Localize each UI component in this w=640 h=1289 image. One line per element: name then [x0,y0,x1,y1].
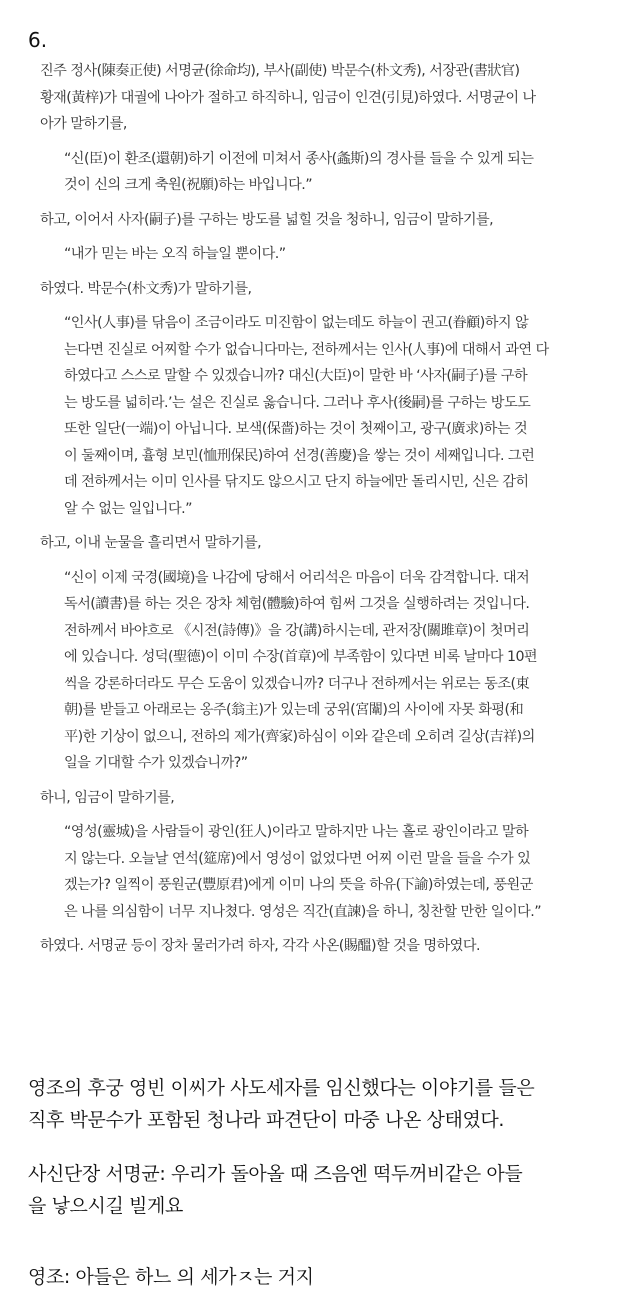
text-line: 겠는가? 일찍이 풍원군(豐原君)에게 이미 나의 뜻을 하유(下諭)하였는데, 풍원군 [64,877,533,893]
text-line: 하고, 이어서 사자(嗣子)를 구하는 방도를 넓힐 것을 청하니, 임금이 말하기를, [40,211,494,228]
text-line: 씩을 강론하더라도 무슨 도움이 있겠습니까? 더구나 전하께서는 위로는 동조(東 [64,675,530,692]
cut-off-line: 영조: 아들은 하느 의 세가ㅈ는 거지 [28,1266,314,1288]
text-line: 독서(讀書)를 하는 것은 장차 체험(體驗)하여 힘써 그것을 실행하려는 것입니다. [64,596,530,612]
commentary-text [28,1072,618,1244]
quote-paragraph [20,565,620,777]
commentary-paragraph [28,1072,618,1136]
scanned-text-excerpt [20,58,620,968]
text-line: “내가 믿는 바는 오직 하늘일 뿐이다.” [64,246,286,262]
commentary-line: 을 낳으시길 빌게요 [28,1195,183,1217]
text-line: 데 전하께서는 이미 인사를 닦지도 않으시고 단지 하늘에만 돌리시민, 신은 감히 [64,474,529,490]
text-line: “신(臣)이 환조(還朝)하기 이전에 미쳐서 종사(螽斯)의 경사를 들을 수 있게 되는 [64,150,534,167]
quote-paragraph [20,310,620,522]
section-number: 6. [28,28,48,52]
quote-paragraph [20,241,620,268]
text-line: 이 둘째이며, 휼형 보민(恤刑保民)하여 선경(善慶)을 쌓는 것이 세째입니다. 그런 [64,447,535,464]
narration-paragraph [20,530,620,557]
text-line: 것이 신의 크게 축원(祝願)하는 바입니다.” [64,177,313,193]
commentary-line: 사신단장 서명균: 우리가 돌아올 때 즈음엔 떡두꺼비같은 아들 [28,1163,523,1185]
text-line: 일을 기대할 수가 있겠습니까?” [64,755,248,771]
commentary-paragraph [28,1158,618,1222]
narration-paragraph [20,207,620,234]
text-line: 하였다고 스스로 말할 수 있겠습니까? 대신(大臣)이 말한 바 ‘사자(嗣子)를 구하 [64,368,528,384]
text-line: 황재(黃梓)가 대궐에 나아가 절하고 하직하니, 임금이 인견(引見)하였다. 서명균이 나 [40,89,536,106]
narration-paragraph [20,933,620,960]
narration-paragraph [20,785,620,812]
quote-paragraph [20,819,620,925]
commentary-line: 영조의 후궁 영빈 이씨가 사도세자를 임신했다는 이야기를 들은 [28,1077,535,1099]
narration-paragraph [20,276,620,303]
text-line: 아가 말하기를, [40,116,127,132]
text-line: 는다면 진실로 어찌할 수가 없습니다마는, 전하께서는 인사(人事)에 대해서 과연 다 [64,341,549,358]
quote-paragraph [20,146,620,199]
narration-paragraph [20,58,620,138]
text-line: 또한 일단(一端)이 아닙니다. 보색(保嗇)하는 것이 첫째이고, 광구(廣求)하는 것 [64,421,528,437]
text-line: “인사(人事)를 닦음이 조금이라도 미진함이 없는데도 하늘이 권고(眷顧)하지 않 [64,315,529,331]
text-line: “신이 이제 국경(國境)을 나감에 당해서 어리석은 마음이 더욱 감격합니다. 대저 [64,569,530,586]
text-line: “영성(靈城)을 사람들이 광인(狂人)이라고 말하지만 나는 홀로 광인이라고 말하 [64,824,529,840]
text-line: 하고, 이내 눈물을 흘리면서 말하기를, [40,535,262,551]
commentary-line: 직후 박문수가 포함된 청나라 파견단이 마중 나온 상태였다. [28,1109,505,1131]
text-line: 지 않는다. 오늘날 연석(筵席)에서 영성이 없었다면 어찌 이런 말을 들을 수가 있 [64,850,531,867]
text-line: 전하께서 바야흐로 《시전(詩傳)》을 강(講)하시는데, 관저장(關雎章)이 첫머리 [64,622,530,639]
text-line: 하였다. 박문수(朴文秀)가 말하기를, [40,280,252,297]
text-line: 하니, 임금이 말하기를, [40,789,175,806]
text-line: 진주 정사(陳奏正使) 서명균(徐命均), 부사(副使) 박문수(朴文秀), 서장관(書狀官) [40,63,520,79]
text-line: 平)한 기상이 없으니, 전하의 제가(齊家)하심이 이와 같은데 오히려 길상(吉祥)의 [64,728,535,745]
text-line: 은 나를 의심함이 너무 지나쳤다. 영성은 직간(直諫)을 하니, 칭찬할 만한 일이다.” [64,903,542,920]
text-line: 는 방도를 넓히라.’는 설은 진실로 옳습니다. 그러나 후사(後嗣)를 구하는 방도도 [64,394,531,411]
text-line: 에 있습니다. 성덕(聖德)이 이미 수장(首章)에 부족함이 있다면 비록 날마다 10편 [64,649,538,665]
text-line: 朝)를 받들고 아래로는 옹주(翁主)가 있는데 궁위(宮闈)의 사이에 자못 화평(和 [64,702,524,718]
text-line: 알 수 없는 일입니다.” [64,500,192,517]
text-line: 하였다. 서명균 등이 장차 물러가려 하자, 각각 사온(賜醞)할 것을 명하였다. [40,938,480,954]
